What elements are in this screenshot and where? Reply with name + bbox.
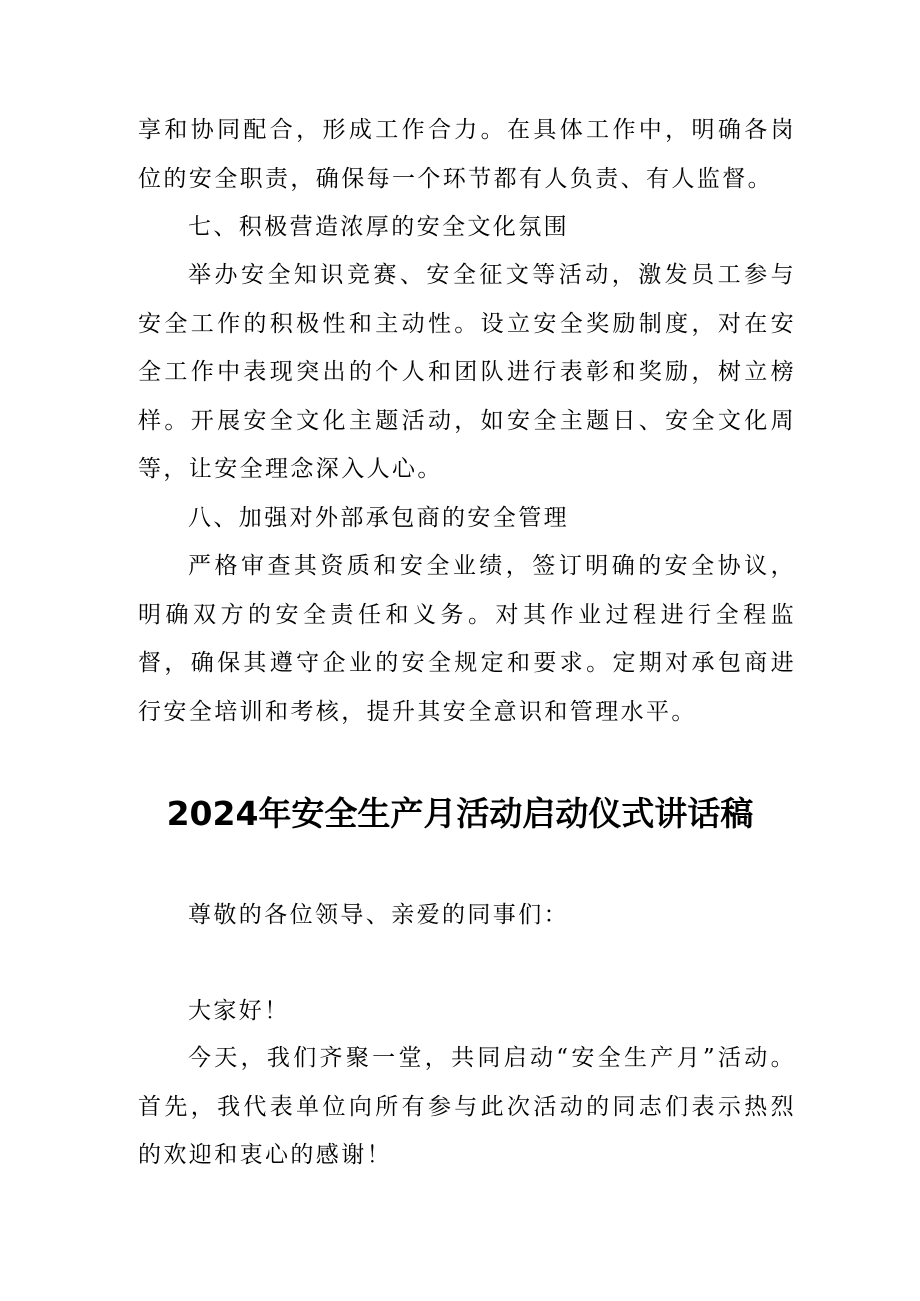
continued-paragraph: 享和协同配合，形成工作合力。在具体工作中，明确各岗位的安全职责，确保每一个环节都有人负责、有人监督。 (138, 117, 796, 192)
section-heading-8: 八、加强对外部承包商的安全管理 (188, 505, 569, 531)
section-body-7: 举办安全知识竞赛、安全征文等活动，激发员工参与安全工作的积极性和主动性。设立安全奖励制度，对在安全工作中表现突出的个人和团队进行表彰和奖励，树立榜样。开展安全文化主题活动，如安全主题日、安全文化周等，让安全理念深入人心。 (138, 262, 796, 483)
speech-salutation: 尊敬的各位领导、亲爱的同事们： (188, 902, 569, 928)
speech-title: 2024年安全生产月活动启动仪式讲话稿 (166, 794, 754, 833)
speech-opening-paragraph: 今天，我们齐聚一堂，共同启动“安全生产月”活动。首先，我代表单位向所有参与此次活动的同志们表示热烈的欢迎和衷心的感谢！ (138, 1045, 796, 1169)
speech-greeting: 大家好！ (188, 998, 290, 1024)
section-heading-7: 七、积极营造浓厚的安全文化氛围 (188, 214, 569, 240)
section-body-8: 严格审查其资质和安全业绩，签订明确的安全协议，明确双方的安全责任和义务。对其作业过程进行全程监督，确保其遵守企业的安全规定和要求。定期对承包商进行安全培训和考核，提升其安全意识和管理水平。 (138, 553, 796, 725)
